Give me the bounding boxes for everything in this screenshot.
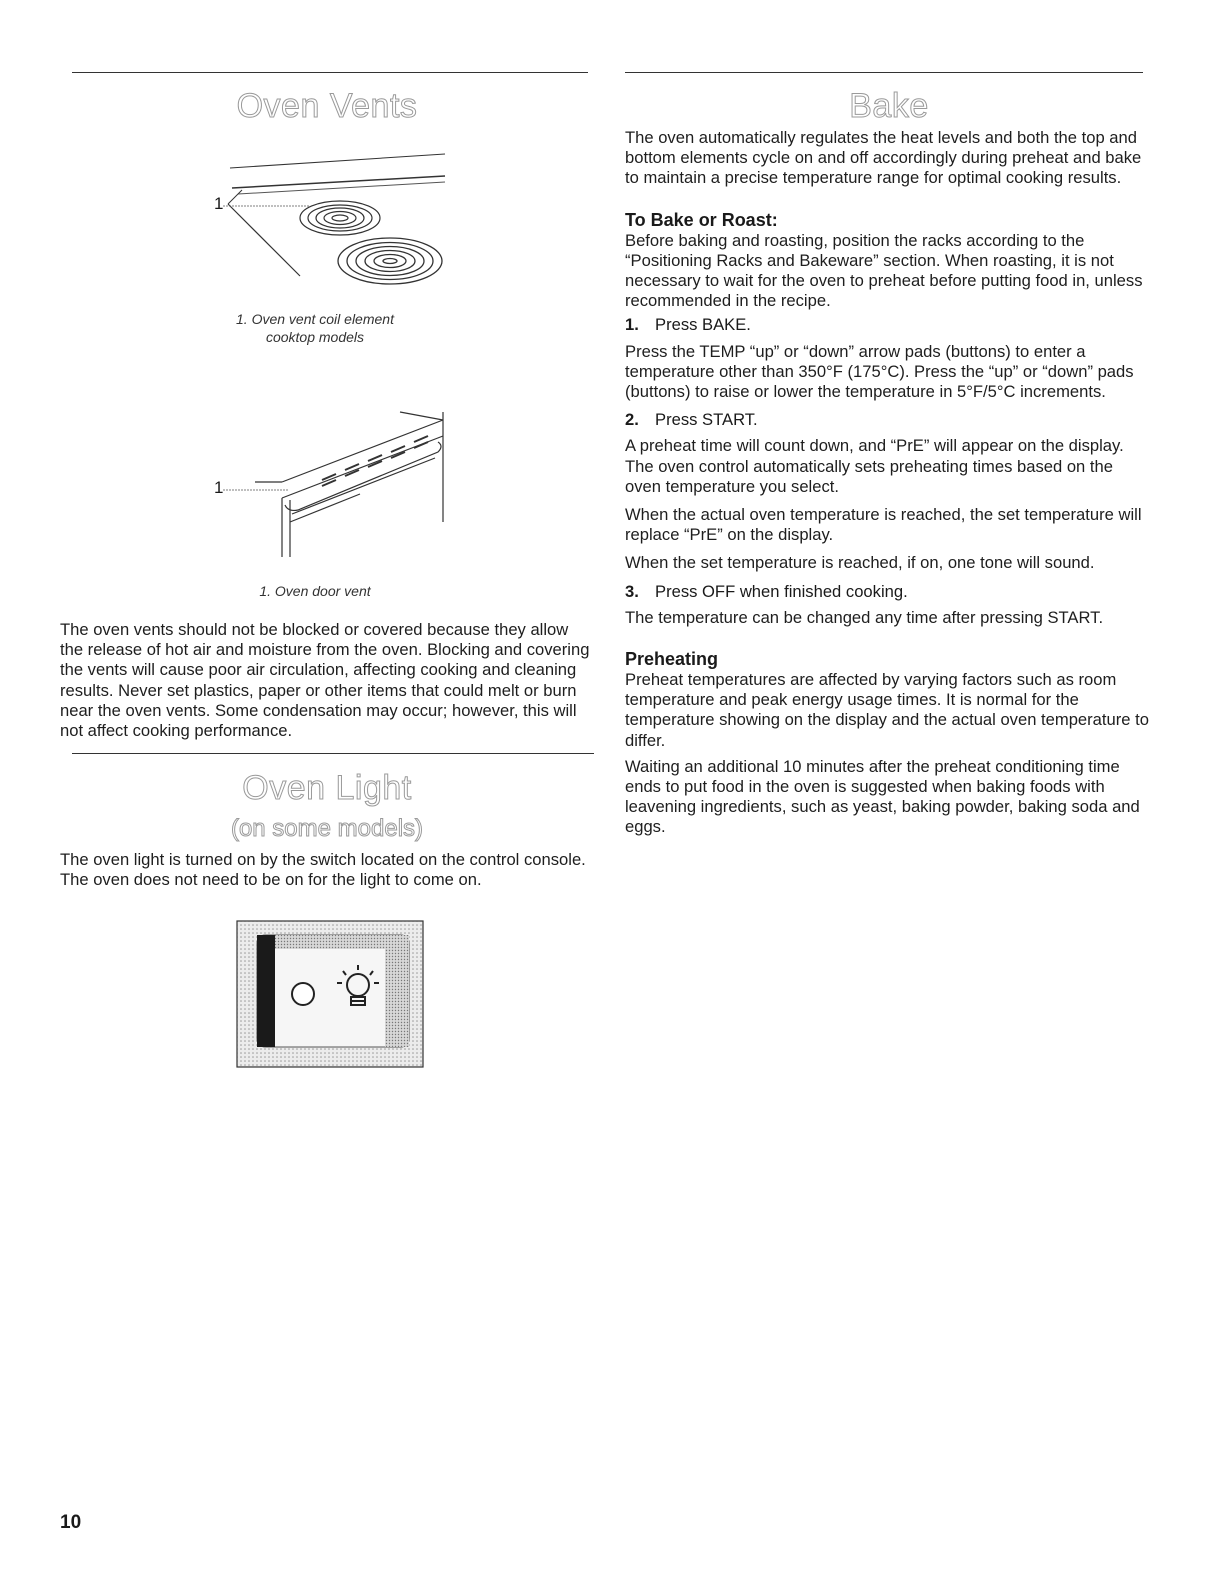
step-1-number: 1. xyxy=(625,315,639,335)
oven-light-rule xyxy=(72,753,594,754)
page-number: 10 xyxy=(60,1512,82,1533)
figure-1-caption-line-2: cooktop models xyxy=(265,329,365,345)
figure-door-vent xyxy=(60,402,594,582)
bake-heading: Bake xyxy=(849,87,929,125)
step-1-text: Press BAKE. xyxy=(655,315,751,335)
step-3-number: 3. xyxy=(625,581,639,601)
right-column xyxy=(625,72,1153,838)
step-2-detail-2: When the actual oven temperature is reached, the set temperature will replace “PrE” on the display. xyxy=(625,505,1142,545)
preheating-body-2: Waiting an additional 10 minutes after the preheat conditioning time ends to put food in the oven is suggested when baking foods with leavening ingredients, such as yeast, baking powder, baking soda and eggs. xyxy=(625,756,1140,837)
oven-light-switch-figure xyxy=(235,919,594,1069)
step-2-detail-1: A preheat time will count down, and “PrE” will appear on the display. The oven control automatically sets preheating times based on the oven temperature you select. xyxy=(625,436,1124,496)
oven-vents-heading: Oven Vents xyxy=(236,87,418,125)
left-column xyxy=(60,72,594,1069)
oven-light-body: The oven light is turned on by the switch located on the control console. The oven does not need to be on for the light to come on. xyxy=(60,850,586,890)
coil-cooktop-illustration xyxy=(60,136,594,306)
figure-2-callout: 1 xyxy=(214,478,224,497)
oven-light-subheading: (on some models) xyxy=(230,815,424,843)
roast-intro: Before baking and roasting, position the racks according to the “Positioning Racks and Bakeware” section. When roasting, it is not necessary to wait for the oven to preheat before putting food in, unless recommended in the recipe. xyxy=(625,230,1143,311)
figure-coil-cooktop xyxy=(60,136,594,306)
oven-vents-body: The oven vents should not be blocked or covered because they allow the release of hot air and moisture from the oven. Blocking and covering the vents will cause poor air circulation, affecting cooking and cleaning results. Never set plastics, paper or other items that could melt or burn near the oven vents. Some condensation may occur; however, this will not affect cooking performance. xyxy=(60,620,590,741)
figure-2-caption: 1. Oven door vent xyxy=(259,583,371,599)
step-1 xyxy=(625,315,1153,402)
step-3-text: Press OFF when finished cooking. xyxy=(655,581,908,601)
bake-intro: The oven automatically regulates the heat levels and both the top and bottom elements cycle on and off accordingly during preheat and bake to maintain a precise temperature range for optimal cooking results. xyxy=(625,128,1142,188)
door-vent-illustration xyxy=(60,402,594,582)
temperature-change-note: The temperature can be changed any time after pressing START. xyxy=(625,607,1104,627)
step-1-detail-1: Press the TEMP “up” or “down” arrow pads (buttons) to enter a temperature other than 350°F (175°C). Press the “up” or “down” pads (buttons) to raise or lower the temperature in 5°F/5°C increments. xyxy=(625,341,1134,402)
step-2-number: 2. xyxy=(625,410,639,430)
figure-1-caption-line-1: 1. Oven vent coil element xyxy=(236,311,394,327)
preheating-subhead: Preheating xyxy=(625,649,719,670)
preheating-body-1: Preheat temperatures are affected by varying factors such as room temperature and peak energy usage times. It is normal for the temperature showing on the display and the actual oven temperature to differ. xyxy=(625,670,1149,750)
coil-front xyxy=(338,238,442,284)
step-3 xyxy=(625,582,1153,602)
step-2-detail-3: When the set temperature is reached, if on, one tone will sound. xyxy=(625,553,1095,573)
coil-rear xyxy=(300,201,380,235)
step-2 xyxy=(625,410,1153,573)
oven-light-switch-illustration xyxy=(235,919,425,1069)
to-bake-or-roast-subhead: To Bake or Roast: xyxy=(625,209,778,230)
oven-light-heading: Oven Light xyxy=(242,769,412,808)
step-2-text: Press START. xyxy=(655,410,758,430)
figure-1-callout: 1 xyxy=(214,194,224,213)
